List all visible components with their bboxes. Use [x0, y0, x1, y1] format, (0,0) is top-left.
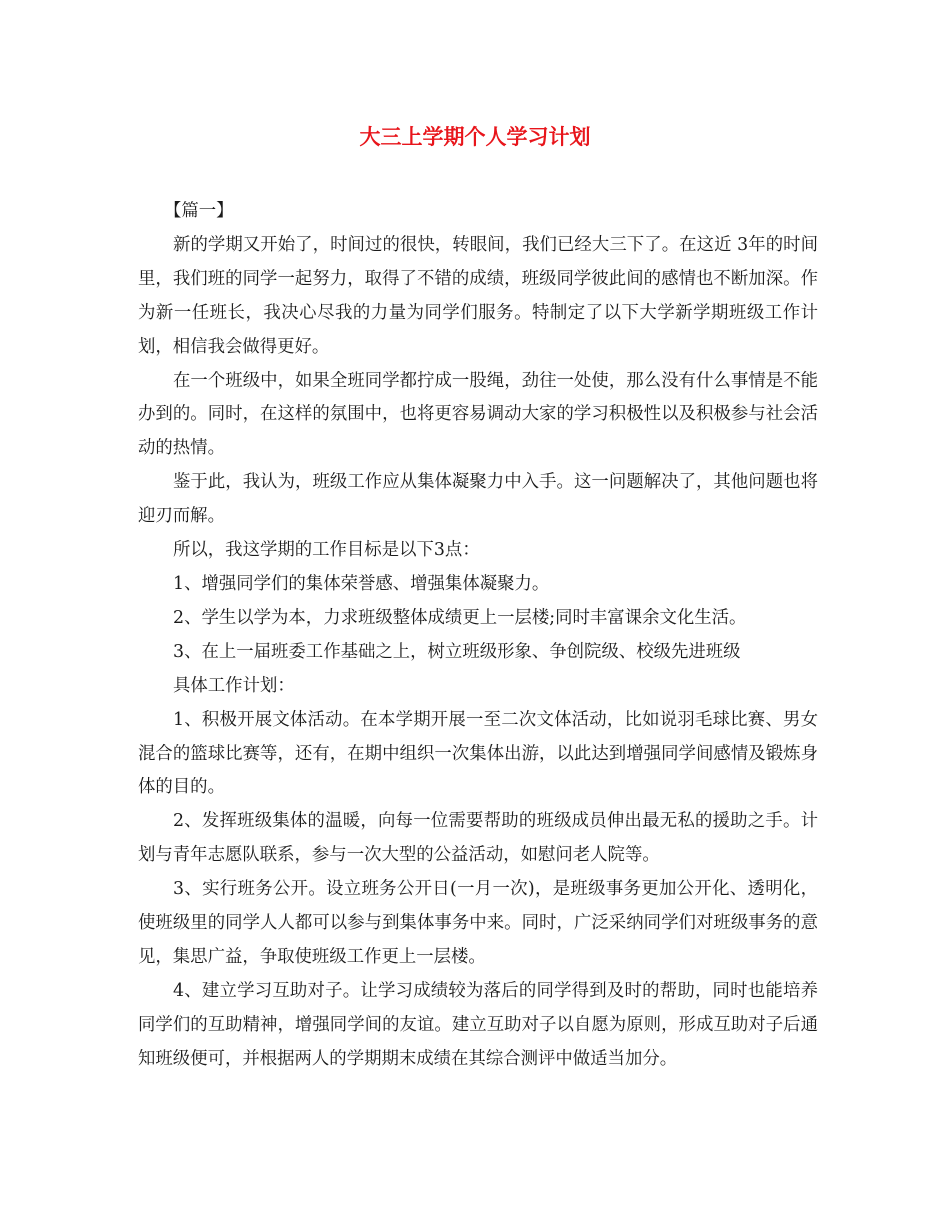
- plan-item-4: 4、建立学习互助对子。让学习成绩较为落后的同学得到及时的帮助，同时也能培养同学们的互助精神，增强同学间的友谊。建立互助对子以自愿为原则，形成互助对子后通知班级便可，并根据两人的学期期末成绩在其综合测评中做适当加分。: [138, 980, 818, 1069]
- plan-item-3: 3、实行班务公开。设立班务公开日(一月一次)，是班级事务更加公开化、透明化，使班级里的同学人人都可以参与到集体事务中来。同时，广泛采纳同学们对班级事务的意见，集思广益，争取使班级工作更上一层楼。: [138, 879, 818, 967]
- goal-item-3: 3、在上一届班委工作基础之上，树立班级形象、争创院级、校级先进班级: [173, 641, 741, 662]
- section-label: 【篇一】: [164, 201, 234, 221]
- paragraph-unity: 在一个班级中，如果全班同学都拧成一股绳，劲往一处使，那么没有什么事情是不能办到的。同时，在这样的氛围中，也将更容易调动大家的学习积极性以及积极参与社会活动的热情。: [138, 370, 818, 459]
- plan-heading: 具体工作计划：: [173, 675, 295, 696]
- paragraph-cohesion: 鉴于此，我认为，班级工作应从集体凝聚力中入手。这一问题解决了，其他问题也将迎刃而解。: [138, 472, 818, 527]
- plan-item-1: 1、积极开展文体活动。在本学期开展一至二次文体活动，比如说羽毛球比赛、男女混合的篮球比赛等，还有，在期中组织一次集体出游，以此达到增强同学间感情及锻炼身体的目的。: [138, 709, 818, 798]
- document-title: 大三上学期个人学习计划: [359, 124, 591, 149]
- paragraph-intro: 新的学期又开始了，时间过的很快，转眼间，我们已经大三下了。在这近 3年的时间里，我们班的同学一起努力，取得了不错的成绩，班级同学彼此间的感情也不断加深。作为新一任班长，我决心尽我的力量为同学们服务。特制定了以下大学新学期班级工作计划，相信我会做得更好。: [138, 234, 818, 357]
- goal-item-2: 2、学生以学为本，力求班级整体成绩更上一层楼;同时丰富课余文化生活。: [173, 607, 747, 628]
- plan-item-2: 2、发挥班级集体的温暖，向每一位需要帮助的班级成员伸出最无私的援助之手。计划与青年志愿队联系，参与一次大型的公益活动，如慰问老人院等。: [138, 811, 818, 866]
- document-body: [138, 195, 818, 1077]
- goal-item-1: 1、增强同学们的集体荣誉感、增强集体凝聚力。: [173, 573, 550, 594]
- paragraph-goals-intro: 所以，我这学期的工作目标是以下3点：: [173, 540, 480, 561]
